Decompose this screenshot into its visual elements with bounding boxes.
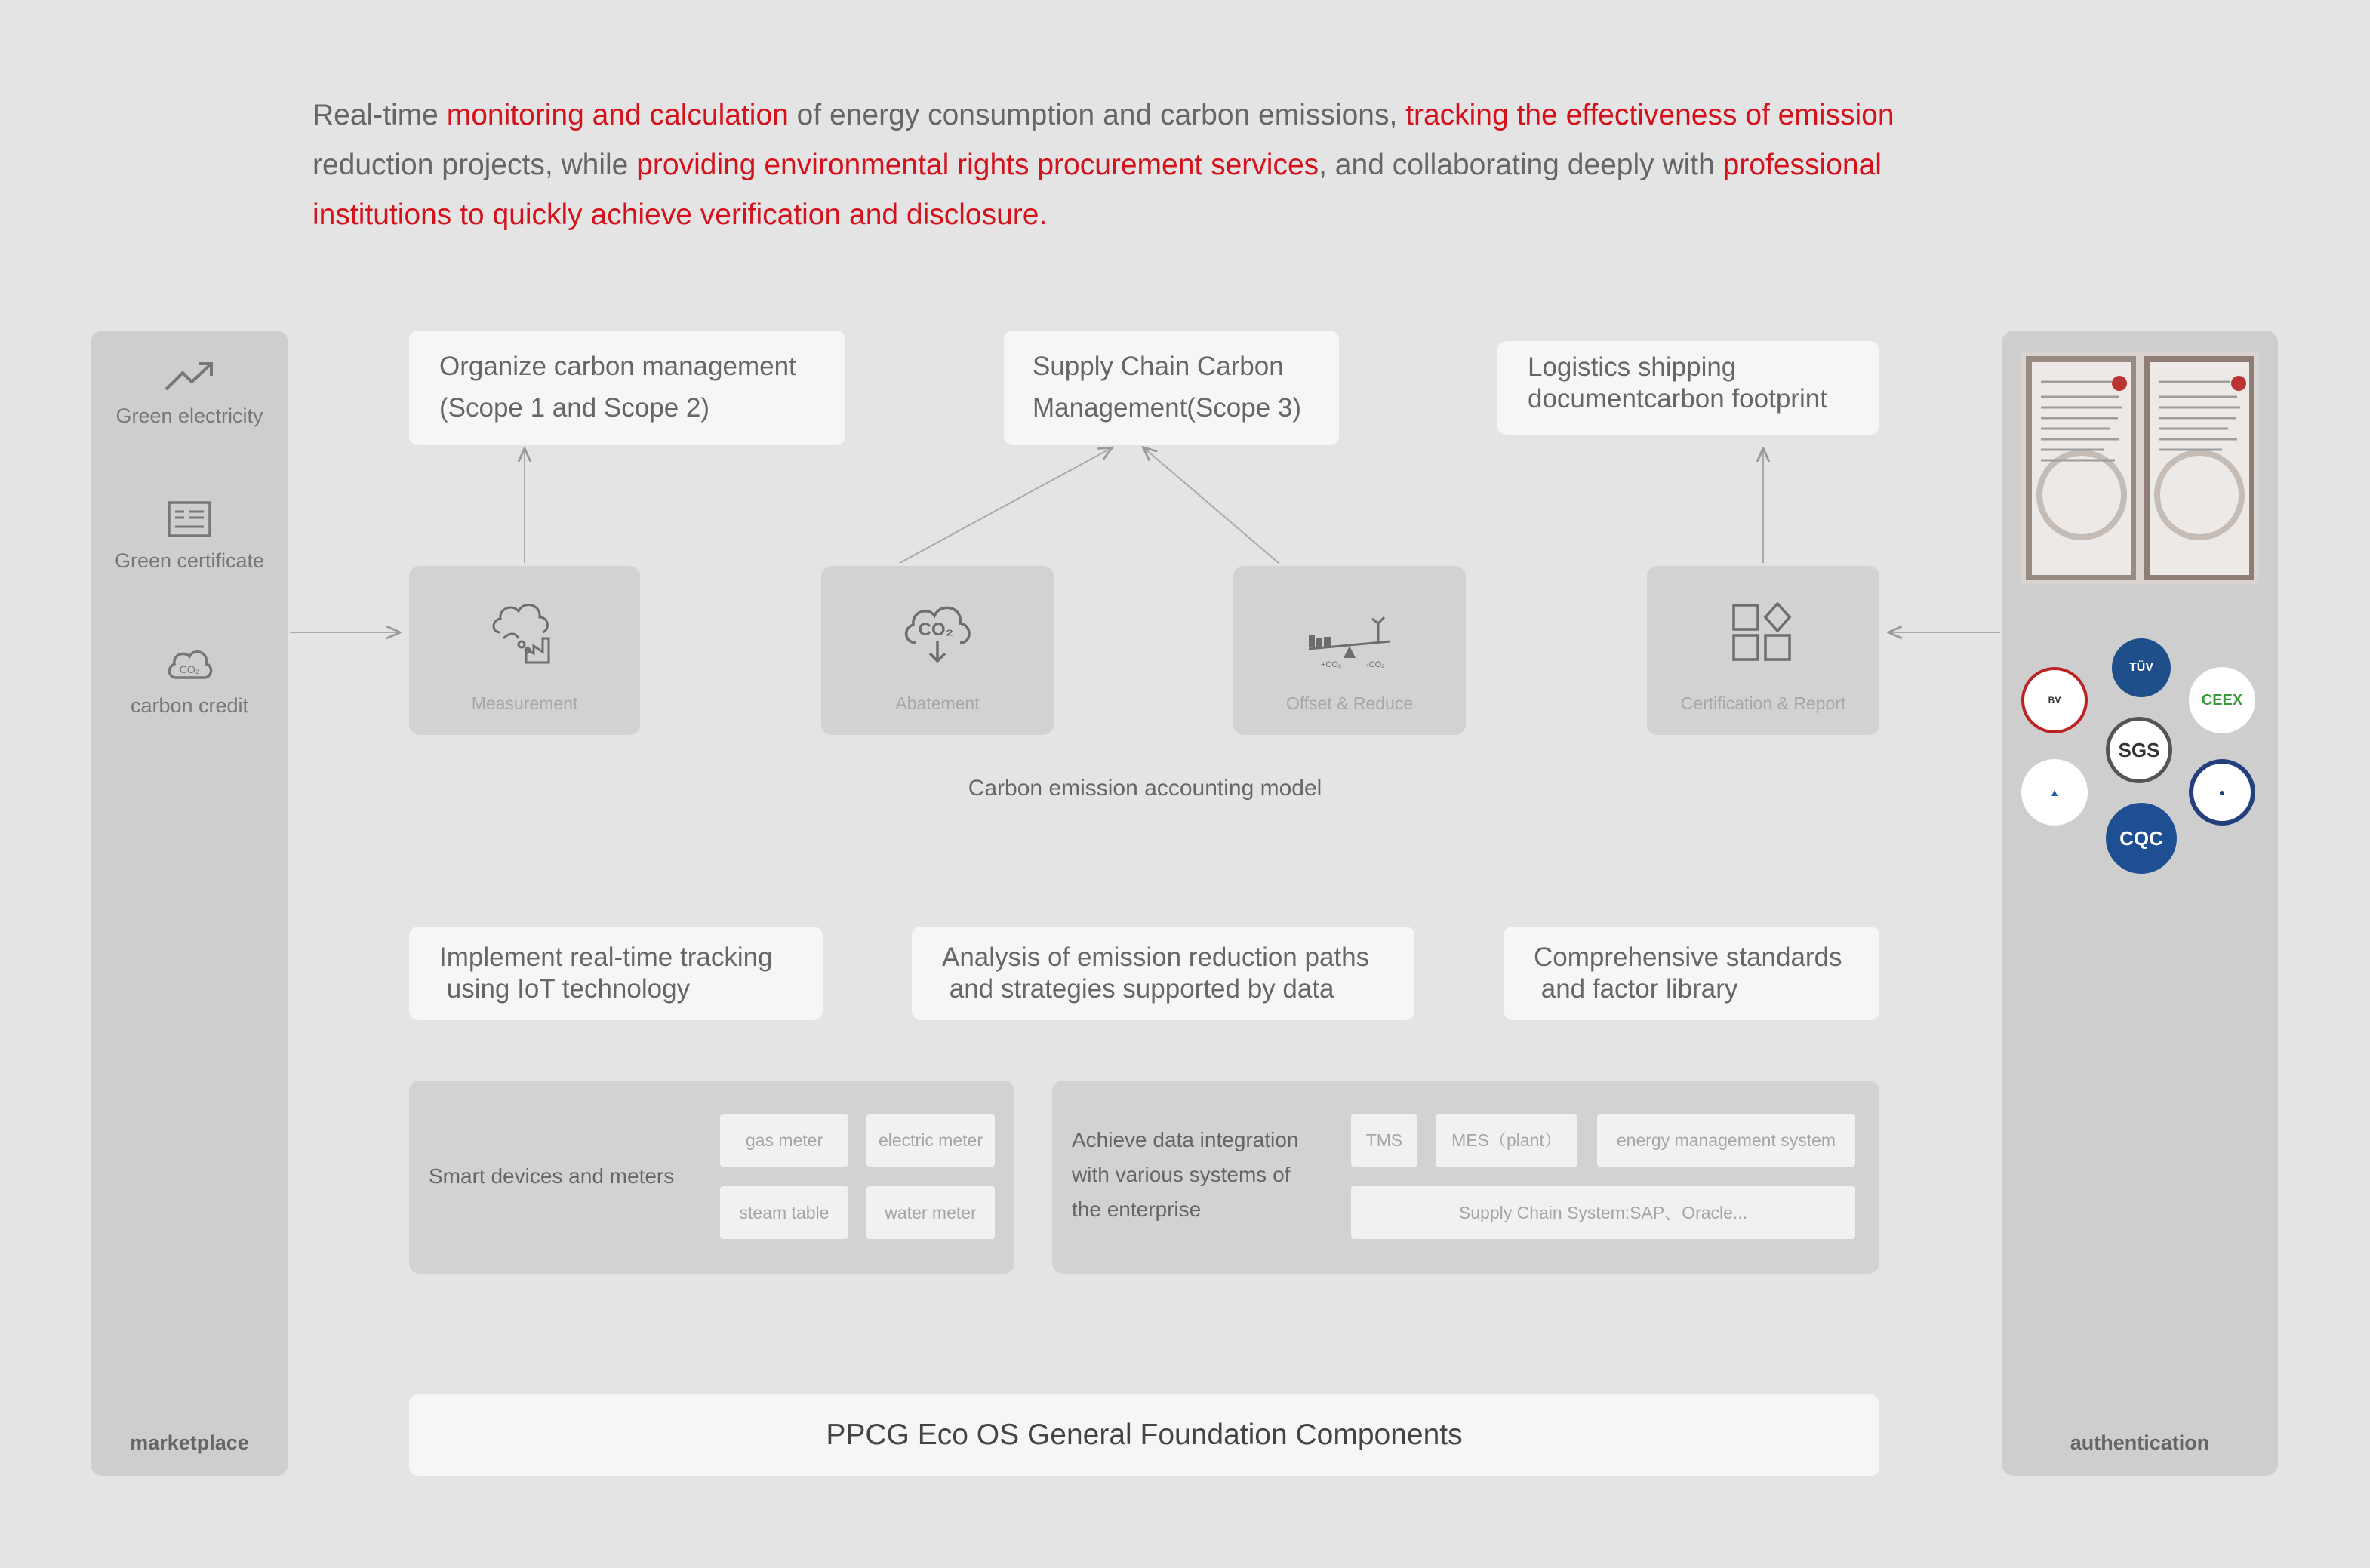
integration-panel	[1052, 1081, 1879, 1274]
tile-measurement[interactable]	[409, 566, 640, 735]
badge-tuv-rheinland: ▲	[2021, 759, 2088, 826]
arrow-offset-scope3	[1144, 448, 1279, 563]
tile-label: Offset & Reduce	[1285, 693, 1414, 713]
svg-text:CO₂: CO₂	[918, 620, 954, 640]
badge-sgs: SGS	[2106, 717, 2172, 783]
intro-highlight: professional	[1722, 149, 1882, 181]
intro-text: , and collaborating deeply with	[1319, 149, 1723, 181]
chip-gas-meter[interactable]: gas meter	[720, 1114, 848, 1167]
co2-abatement-icon	[900, 599, 975, 667]
feature-standards	[1504, 927, 1879, 1020]
badge-ceex: CEEX	[2189, 667, 2255, 733]
chip-supply-chain-system[interactable]: Supply Chain System:SAP、Oracle...	[1351, 1186, 1855, 1239]
badge-cqc: CQC	[2106, 803, 2177, 874]
integration-line: with various systems of	[1072, 1163, 1291, 1186]
co2-cloud-icon	[165, 643, 214, 685]
intro-highlight: monitoring and calculation	[446, 99, 789, 131]
intro-text: of energy consumption and carbon emissions,	[788, 99, 1406, 131]
card-line: Management(Scope 3)	[1033, 393, 1302, 423]
chip-mes[interactable]: MES（plant）	[1436, 1114, 1577, 1167]
intro-highlight: institutions to quickly achieve verification and disclosure.	[312, 198, 1048, 231]
intro-highlight: providing environmental rights procurement services	[636, 149, 1319, 181]
market-item-green-certificate[interactable]	[91, 498, 288, 573]
tile-certification[interactable]	[1647, 566, 1879, 735]
feature-line: Implement real-time tracking	[439, 942, 773, 972]
intro-text: reduction projects, while	[312, 149, 637, 181]
card-logistics	[1497, 341, 1879, 435]
apps-grid-icon	[1729, 602, 1797, 663]
trend-up-icon	[163, 358, 216, 395]
market-item-carbon-credit[interactable]	[91, 643, 288, 718]
foundation-bar: PPCG Eco OS General Foundation Components	[409, 1394, 1879, 1476]
card-line: Logistics shipping	[1528, 352, 1737, 382]
card-line: Organize carbon management	[439, 352, 796, 381]
feature-line: and factor library	[1534, 974, 1738, 1004]
card-line: documentcarbon footprint	[1528, 384, 1827, 414]
feature-line: Analysis of emission reduction paths	[942, 942, 1370, 972]
tile-label: Abatement	[895, 693, 980, 713]
certificate-documents-image	[2021, 352, 2258, 584]
certificate-photo	[2021, 352, 2258, 584]
market-item-label: Green certificate	[114, 549, 265, 572]
model-label: Carbon emission accounting model	[968, 776, 1322, 801]
badge-bureau-veritas: BV	[2021, 667, 2088, 733]
chip-tms[interactable]: TMS	[1351, 1114, 1417, 1167]
svg-text:+CO₂: +CO₂	[1321, 660, 1342, 669]
chip-steam-table[interactable]: steam table	[720, 1186, 848, 1239]
arrow-abatement-scope3	[900, 448, 1111, 563]
integration-line: Achieve data integration	[1072, 1128, 1299, 1151]
intro-highlight: tracking the effectiveness of emission	[1405, 99, 1894, 131]
tile-offset[interactable]	[1233, 566, 1466, 735]
feature-line: using IoT technology	[439, 974, 691, 1004]
svg-text:-CO₂: -CO₂	[1366, 660, 1385, 669]
chip-electric-meter[interactable]: electric meter	[866, 1114, 995, 1167]
feature-analysis	[912, 927, 1414, 1020]
devices-panel	[409, 1081, 1014, 1274]
marketplace-footer: marketplace	[130, 1431, 249, 1454]
svg-text:CO₂: CO₂	[179, 663, 200, 675]
card-scope12	[409, 331, 845, 445]
intro-text: Real-time	[312, 99, 447, 131]
market-item-label: Green electricity	[115, 404, 263, 427]
card-scope3	[1004, 331, 1339, 445]
tile-label: Certification & Report	[1680, 693, 1846, 713]
market-item-green-electricity[interactable]	[91, 358, 288, 428]
card-line: Supply Chain Carbon	[1033, 352, 1284, 381]
badge-tuv-sud: TÜV	[2112, 638, 2171, 697]
feature-line: Comprehensive standards	[1534, 942, 1842, 972]
authentication-footer: authentication	[2070, 1431, 2210, 1454]
offset-balance-icon	[1304, 604, 1395, 672]
tile-label: Measurement	[471, 693, 578, 713]
integration-line: the enterprise	[1072, 1198, 1202, 1221]
devices-label: Smart devices and meters	[429, 1164, 675, 1188]
certificate-icon	[166, 498, 213, 540]
marketplace-panel	[91, 331, 288, 1476]
feature-iot	[409, 927, 823, 1020]
chip-water-meter[interactable]: water meter	[866, 1186, 995, 1239]
market-item-label: carbon credit	[130, 694, 249, 717]
feature-line: and strategies supported by data	[942, 974, 1334, 1004]
badge-circle-blue: ●	[2189, 759, 2255, 826]
measurement-icon	[488, 599, 561, 667]
tile-abatement[interactable]	[821, 566, 1054, 735]
integration-label	[1072, 1123, 1298, 1227]
chip-energy-management-system[interactable]: energy management system	[1597, 1114, 1855, 1167]
card-line: (Scope 1 and Scope 2)	[439, 393, 710, 423]
